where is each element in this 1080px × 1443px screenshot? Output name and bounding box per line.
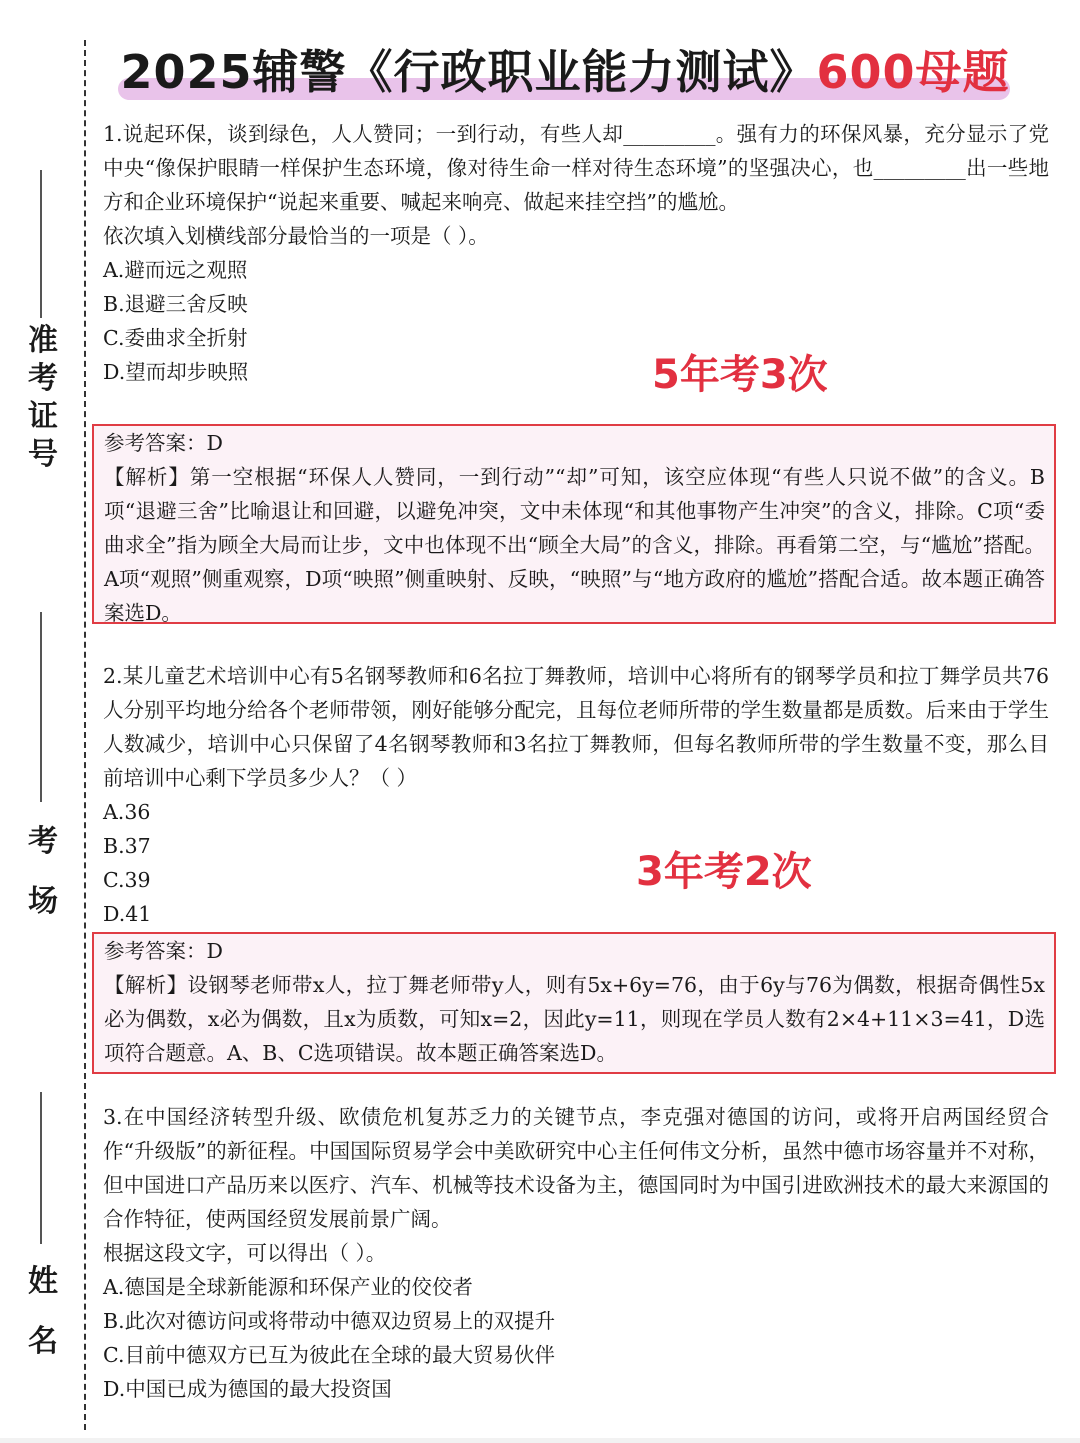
option-a: A.德国是全球新能源和环保产业的佼佼者 [103,1275,473,1299]
option-d: D.41 [103,902,152,926]
exam-room-blank-line [40,612,42,802]
option-c: C.目前中德双方已互为彼此在全球的最大贸易伙伴 [103,1343,555,1367]
bottom-edge [0,1438,1080,1443]
title-main: 2025辅警《行政职业能力测试》 [120,45,817,99]
question-prompt: 根据这段文字，可以得出（ ）。 [103,1241,387,1265]
question-stem: 1.说起环保，谈到绿色，人人赞同；一到行动，有些人却_________。强有力的环保风暴，充分显示了党中央“像保护眼睛一样保护生态环境，像对待生命一样对待生态环境”的坚强决心，也_________出一些地方和企业环境保护“说起来重要、喊起来响亮、做起来挂空挡”的尴尬。 [103,122,1049,214]
option-b: B.退避三舍反映 [103,292,248,316]
title-highlight-text: 600母题 [816,45,1010,99]
answer-box [92,932,1056,1074]
option-b: B.此次对德访问或将带动中德双边贸易上的双提升 [103,1309,556,1333]
answer-line: 参考答案：D [104,939,223,963]
analysis-text: 【解析】设钢琴老师带x人，拉丁舞老师带y人，则有5x+6y=76，由于6y与76为偶数，根据奇偶性5x必为偶数，x必为偶数，且x为质数，可知x=2，因此y=11，则现在学员人数有2×4+11×3=41，D选项符合题意。A、B、C选项错误。故本题正确答案选D。 [104,973,1045,1065]
answer-box [92,424,1056,624]
exam-room-label: 考场 [28,824,58,919]
name-blank-line [40,1092,42,1244]
frequency-stamp: 3年考2次 [636,849,812,895]
exam-number-label: 准考证号 [28,323,58,472]
option-a: A.避而远之观照 [103,258,248,282]
option-d: D.望而却步映照 [103,360,249,384]
binding-dashed-line [84,40,86,1430]
question-1 [103,117,1049,389]
name-label: 姓名 [28,1264,58,1359]
option-c: C.委曲求全折射 [103,326,248,350]
question-stem: 2.某儿童艺术培训中心有5名钢琴教师和6名拉丁舞教师，培训中心将所有的钢琴学员和拉丁舞学员共76人分别平均地分给各个老师带领，刚好能够分配完，且每位老师所带的学生数量都是质数。后来由于学生人数减少，培训中心只保留了4名钢琴教师和3名拉丁舞教师，但每名教师所带的学生数量不变，那么目前培训中心剩下学员多少人？（ ） [103,664,1049,790]
option-b: B.37 [103,834,151,858]
frequency-stamp: 5年考3次 [652,352,828,398]
analysis-text: 【解析】第一空根据“环保人人赞同，一到行动”“却”可知，该空应体现“有些人只说不做”的含义。B项“退避三舍”比喻退让和回避，以避免冲突，文中未体现“和其他事物产生冲突”的含义，排除。C项“委曲求全”指为顾全大局而让步，文中也体现不出“顾全大局”的含义，排除。再看第二空，与“尴尬”搭配。A项“观照”侧重观察，D项“映照”侧重映射、反映，“映照”与“地方政府的尴尬”搭配合适。故本题正确答案选D。 [104,465,1045,625]
question-stem: 3.在中国经济转型升级、欧债危机复苏乏力的关键节点，李克强对德国的访问，或将开启两国经贸合作“升级版”的新征程。中国国际贸易学会中美欧研究中心主任何伟文分析，虽然中德市场容量并不对称，但中国进口产品历来以医疗、汽车、机械等技术设备为主，德国同时为中国引进欧洲技术的最大来源国的合作特征，使两国经贸发展前景广阔。 [103,1105,1049,1231]
question-prompt: 依次填入划横线部分最恰当的一项是（ ）。 [103,224,489,248]
question-2 [103,659,1049,931]
option-d: D.中国已成为德国的最大投资国 [103,1377,392,1401]
question-3 [103,1100,1049,1406]
option-c: C.39 [103,868,151,892]
answer-line: 参考答案：D [104,431,223,455]
page-title [110,34,1020,104]
exam-number-blank-line [40,170,42,318]
option-a: A.36 [103,800,151,824]
